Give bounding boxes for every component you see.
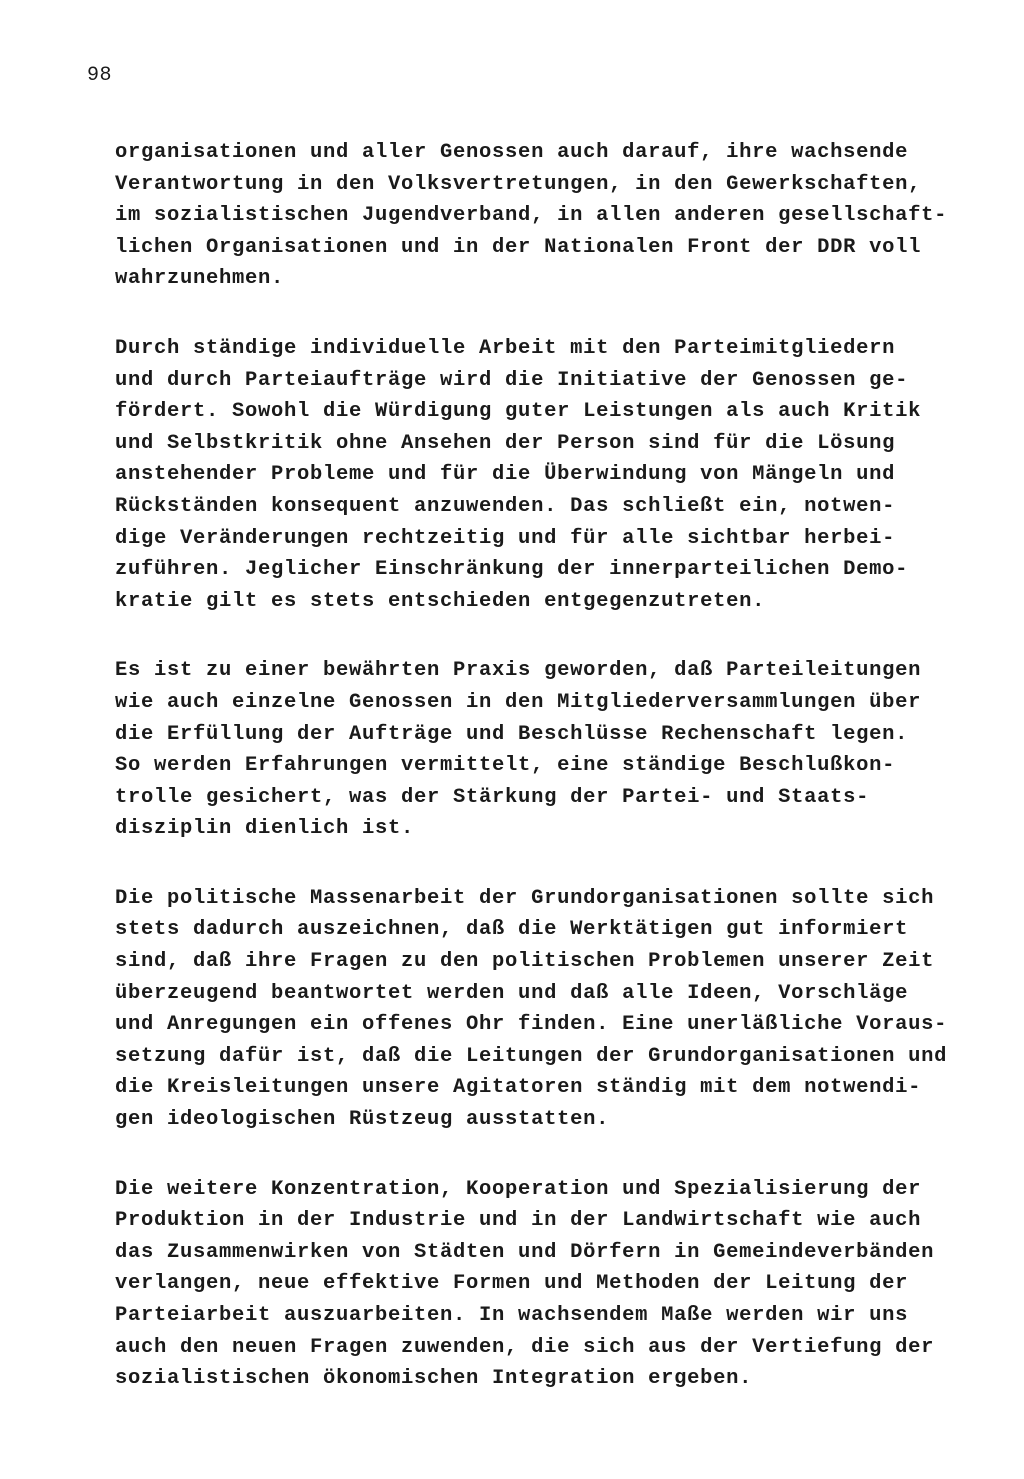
text-line: organisationen und aller Genossen auch darauf, ihre wachsende: [115, 141, 909, 164]
text-line: trolle gesichert, was der Stärkung der Partei- und Staats-: [115, 785, 870, 809]
text-line: Parteiarbeit auszuarbeiten. In wachsendem Maße werden wir uns: [115, 1304, 909, 1327]
text-line: Verantwortung in den Volksvertretungen, in den Gewerkschaften,: [115, 172, 922, 196]
text-line: und Selbstkritik ohne Ansehen der Person sind für die Lösung: [115, 431, 896, 455]
text-line: Die weitere Konzentration, Kooperation und Spezialisierung der: [115, 1177, 922, 1201]
text-line: und durch Parteiaufträge wird die Initiative der Genossen ge-: [115, 368, 909, 392]
text-line: zuführen. Jeglicher Einschränkung der innerparteilichen Demo-: [115, 558, 909, 582]
text-line: fördert. Sowohl die Würdigung guter Leistungen als auch Kritik: [115, 400, 922, 424]
text-line: wie auch einzelne Genossen in den Mitgliederversammlungen über: [115, 690, 922, 714]
paragraph-3: [115, 655, 922, 845]
text-line: verlangen, neue effektive Formen und Methoden der Leitung der: [115, 1272, 909, 1296]
text-line: setzung dafür ist, daß die Leitungen der Grundorganisationen und: [115, 1044, 948, 1068]
text-line: die Erfüllung der Aufträge und Beschlüsse Rechenschaft legen.: [115, 722, 909, 746]
text-line: im sozialistischen Jugendverband, in allen anderen gesellschaft-: [115, 204, 948, 228]
text-line: anstehender Probleme und für die Überwindung von Mängeln und: [115, 463, 896, 487]
text-line: die Kreisleitungen unsere Agitatoren ständig mit dem notwendi-: [115, 1076, 922, 1100]
text-line: und Anregungen ein offenes Ohr finden. Eine unerläßliche Voraus-: [115, 1013, 948, 1037]
text-line: wahrzunehmen.: [115, 267, 285, 291]
text-line: Durch ständige individuelle Arbeit mit den Parteimitgliedern: [115, 336, 896, 360]
text-line: gen ideologischen Rüstzeug ausstatten.: [115, 1108, 610, 1132]
text-line: stets dadurch auszeichnen, daß die Werktätigen gut informiert: [115, 918, 909, 942]
text-line: überzeugend beantwortet werden und daß alle Ideen, Vorschläge: [115, 981, 909, 1005]
text-line: sind, daß ihre Fragen zu den politischen Problemen unserer Zeit: [115, 950, 935, 974]
page-number: 98: [87, 64, 113, 87]
text-line: Produktion in der Industrie und in der Landwirtschaft wie auch: [115, 1209, 922, 1233]
text-line: Die politische Massenarbeit der Grundorganisationen sollte sich: [115, 886, 935, 910]
text-line: dige Veränderungen rechtzeitig und für alle sichtbar herbei-: [115, 526, 896, 550]
text-line: das Zusammenwirken von Städten und Dörfern in Gemeindeverbänden: [115, 1240, 935, 1264]
text-line: sozialistischen ökonomischen Integration ergeben.: [115, 1367, 753, 1391]
body-text: [115, 137, 948, 1433]
paragraph-5: [115, 1174, 935, 1395]
paragraph-4: [115, 883, 948, 1136]
text-line: lichen Organisationen und in der Nationalen Front der DDR voll: [115, 235, 922, 259]
text-line: auch den neuen Fragen zuwenden, die sich aus der Vertiefung der: [115, 1335, 935, 1359]
text-line: disziplin dienlich ist.: [115, 817, 415, 841]
text-line: So werden Erfahrungen vermittelt, eine ständige Beschlußkon-: [115, 754, 896, 778]
paragraph-1: [115, 137, 948, 295]
text-line: kratie gilt es stets entschieden entgegenzutreten.: [115, 589, 766, 613]
paragraph-2: [115, 333, 922, 617]
text-line: Rückständen konsequent anzuwenden. Das schließt ein, notwen-: [115, 494, 896, 518]
text-line: Es ist zu einer bewährten Praxis geworden, daß Parteileitungen: [115, 659, 922, 683]
